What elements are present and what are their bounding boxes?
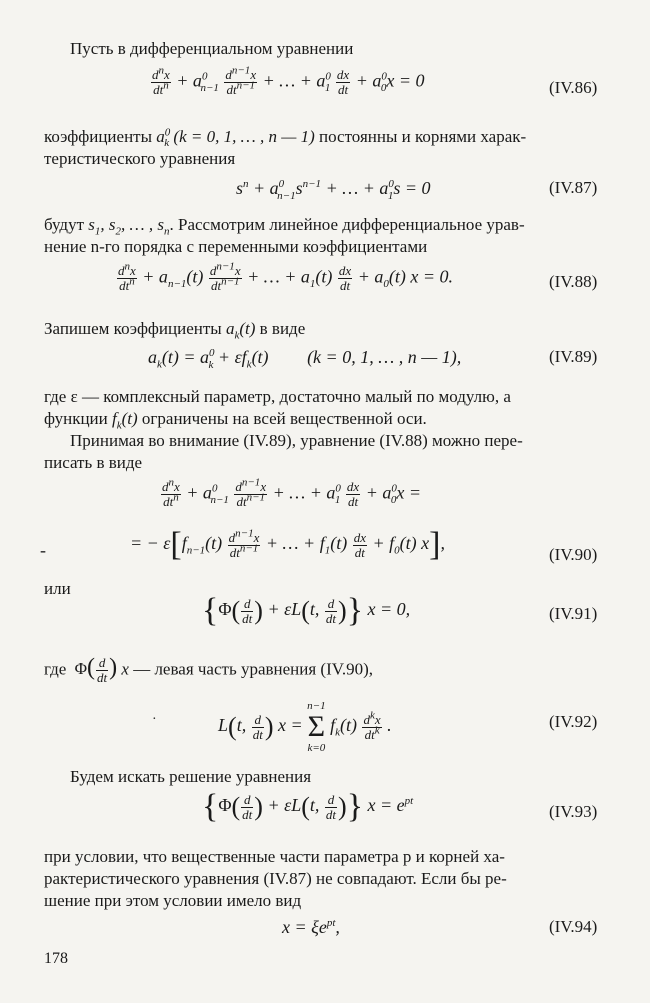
equation-iv94: $x = \xi e^{pt}$,	[282, 917, 340, 937]
equation-iv89: $a_k(t) = a^0_k + \varepsilon f_k(t) (k = 0$, 1, … , n — 1),	[148, 347, 462, 371]
equation-iv86: $\frac{d^nx}{dt^n}$ + $a^0_{n-1}$ $\frac{d^{n-1}x}{dt^{n-1}}$ + … + $a^0_1$ $\frac{dx}{dt}$ + $a^0_0x = 0$	[152, 64, 425, 97]
paragraph-line: Запишем коэффициенты $a_k(t)$ в виде	[44, 319, 306, 342]
equation-iv90-dash: -	[40, 540, 46, 560]
equation-iv90-line2: = − $\varepsilon[f_{n-1}(t)$ $\frac{d^{n-1}x}{dt^{n-1}}$ + … + $f_1(t)$ $\frac{dx}{dt}$ + $f_0(t)$ x],	[130, 526, 445, 563]
equation-number: (IV.94)	[549, 917, 598, 936]
paragraph-line: теристического уравнения	[44, 149, 236, 168]
paragraph-line: коэффициенты $a^0_k$ (k = 0, 1, … , n — 1) постоянны и корнями харак-	[44, 126, 527, 150]
equation-iv92: L(t, $\frac{d}{dt}$ ) x = n−1 Σ k=0 $f_k(t)$ $\frac{d^kx}{dt^k}$ .	[218, 700, 392, 754]
equation-iv90-line1: $\frac{d^nx}{dt^n}$ + $a^0_{n-1}$ $\frac{d^{n-1}x}{dt^{n-1}}$ + … + $a^0_1$ $\frac{dx}{dt}$ + $a^0_0x$ =	[162, 476, 421, 509]
paragraph-line: шение при этом условии имело вид	[44, 891, 302, 910]
paragraph-line: Будем искать решение уравнения	[70, 767, 312, 786]
equation-iv87: $s^n + a^0_{n-1}s^{n-1}$ + … + $a^0_1s = 0$	[236, 178, 431, 202]
paragraph-line: писать в виде	[44, 453, 143, 472]
paragraph-line: Пусть в дифференциальном уравнении	[70, 39, 354, 58]
equation-iv91: {Φ( $\frac{d}{dt}$ ) + εL(t, $\frac{d}{dt}$ )} x = 0,	[202, 592, 411, 629]
equation-number: (IV.86)	[549, 78, 598, 97]
paragraph-line: или	[44, 579, 71, 598]
equation-number: (IV.88)	[549, 272, 598, 291]
equation-number: (IV.91)	[549, 604, 598, 623]
page-number: 178	[44, 950, 68, 967]
paragraph-line: нение n-го порядка с переменными коэффициентами	[44, 237, 428, 256]
equation-number: (IV.92)	[549, 712, 598, 731]
equation-number: (IV.90)	[549, 545, 598, 564]
paragraph-line: при условии, что вещественные части параметра p и корней ха-	[44, 847, 505, 866]
equation-iv88: $\frac{d^nx}{dt^n}$ + $a_{n-1}(t)$ $\frac{d^{n-1}x}{dt^{n-1}}$ + … + $a_1(t)$ $\frac{dx}{dt}$ + $a_0(t) x = 0$.	[118, 260, 453, 293]
paragraph-line: будут $s_1$, $s_2$, … , $s_n$. Рассмотрим линейное дифференциальное урав-	[44, 215, 525, 238]
equation-iv93: {Φ( $\frac{d}{dt}$ ) + εL(t, $\frac{d}{dt}$ )} $x = e^{pt}$	[202, 788, 414, 825]
equation-number: (IV.93)	[549, 802, 598, 821]
equation-number: (IV.89)	[549, 347, 598, 366]
stray-dot: ·	[152, 712, 157, 727]
equation-number: (IV.87)	[549, 178, 598, 197]
paragraph-line: где ε — комплексный параметр, достаточно малый по модулю, а	[44, 387, 511, 406]
paragraph-line: Принимая во внимание (IV.89), уравнение (IV.88) можно пере-	[70, 431, 523, 450]
paragraph-line: рактеристического уравнения (IV.87) не совпадают. Если бы ре-	[44, 869, 507, 888]
paragraph-line: где Φ( $\frac{d}{dt}$ ) x — левая часть уравнения (IV.90),	[44, 654, 374, 685]
paragraph-line: функции $f_k(t)$ ограничены на всей вещественной оси.	[44, 409, 427, 432]
